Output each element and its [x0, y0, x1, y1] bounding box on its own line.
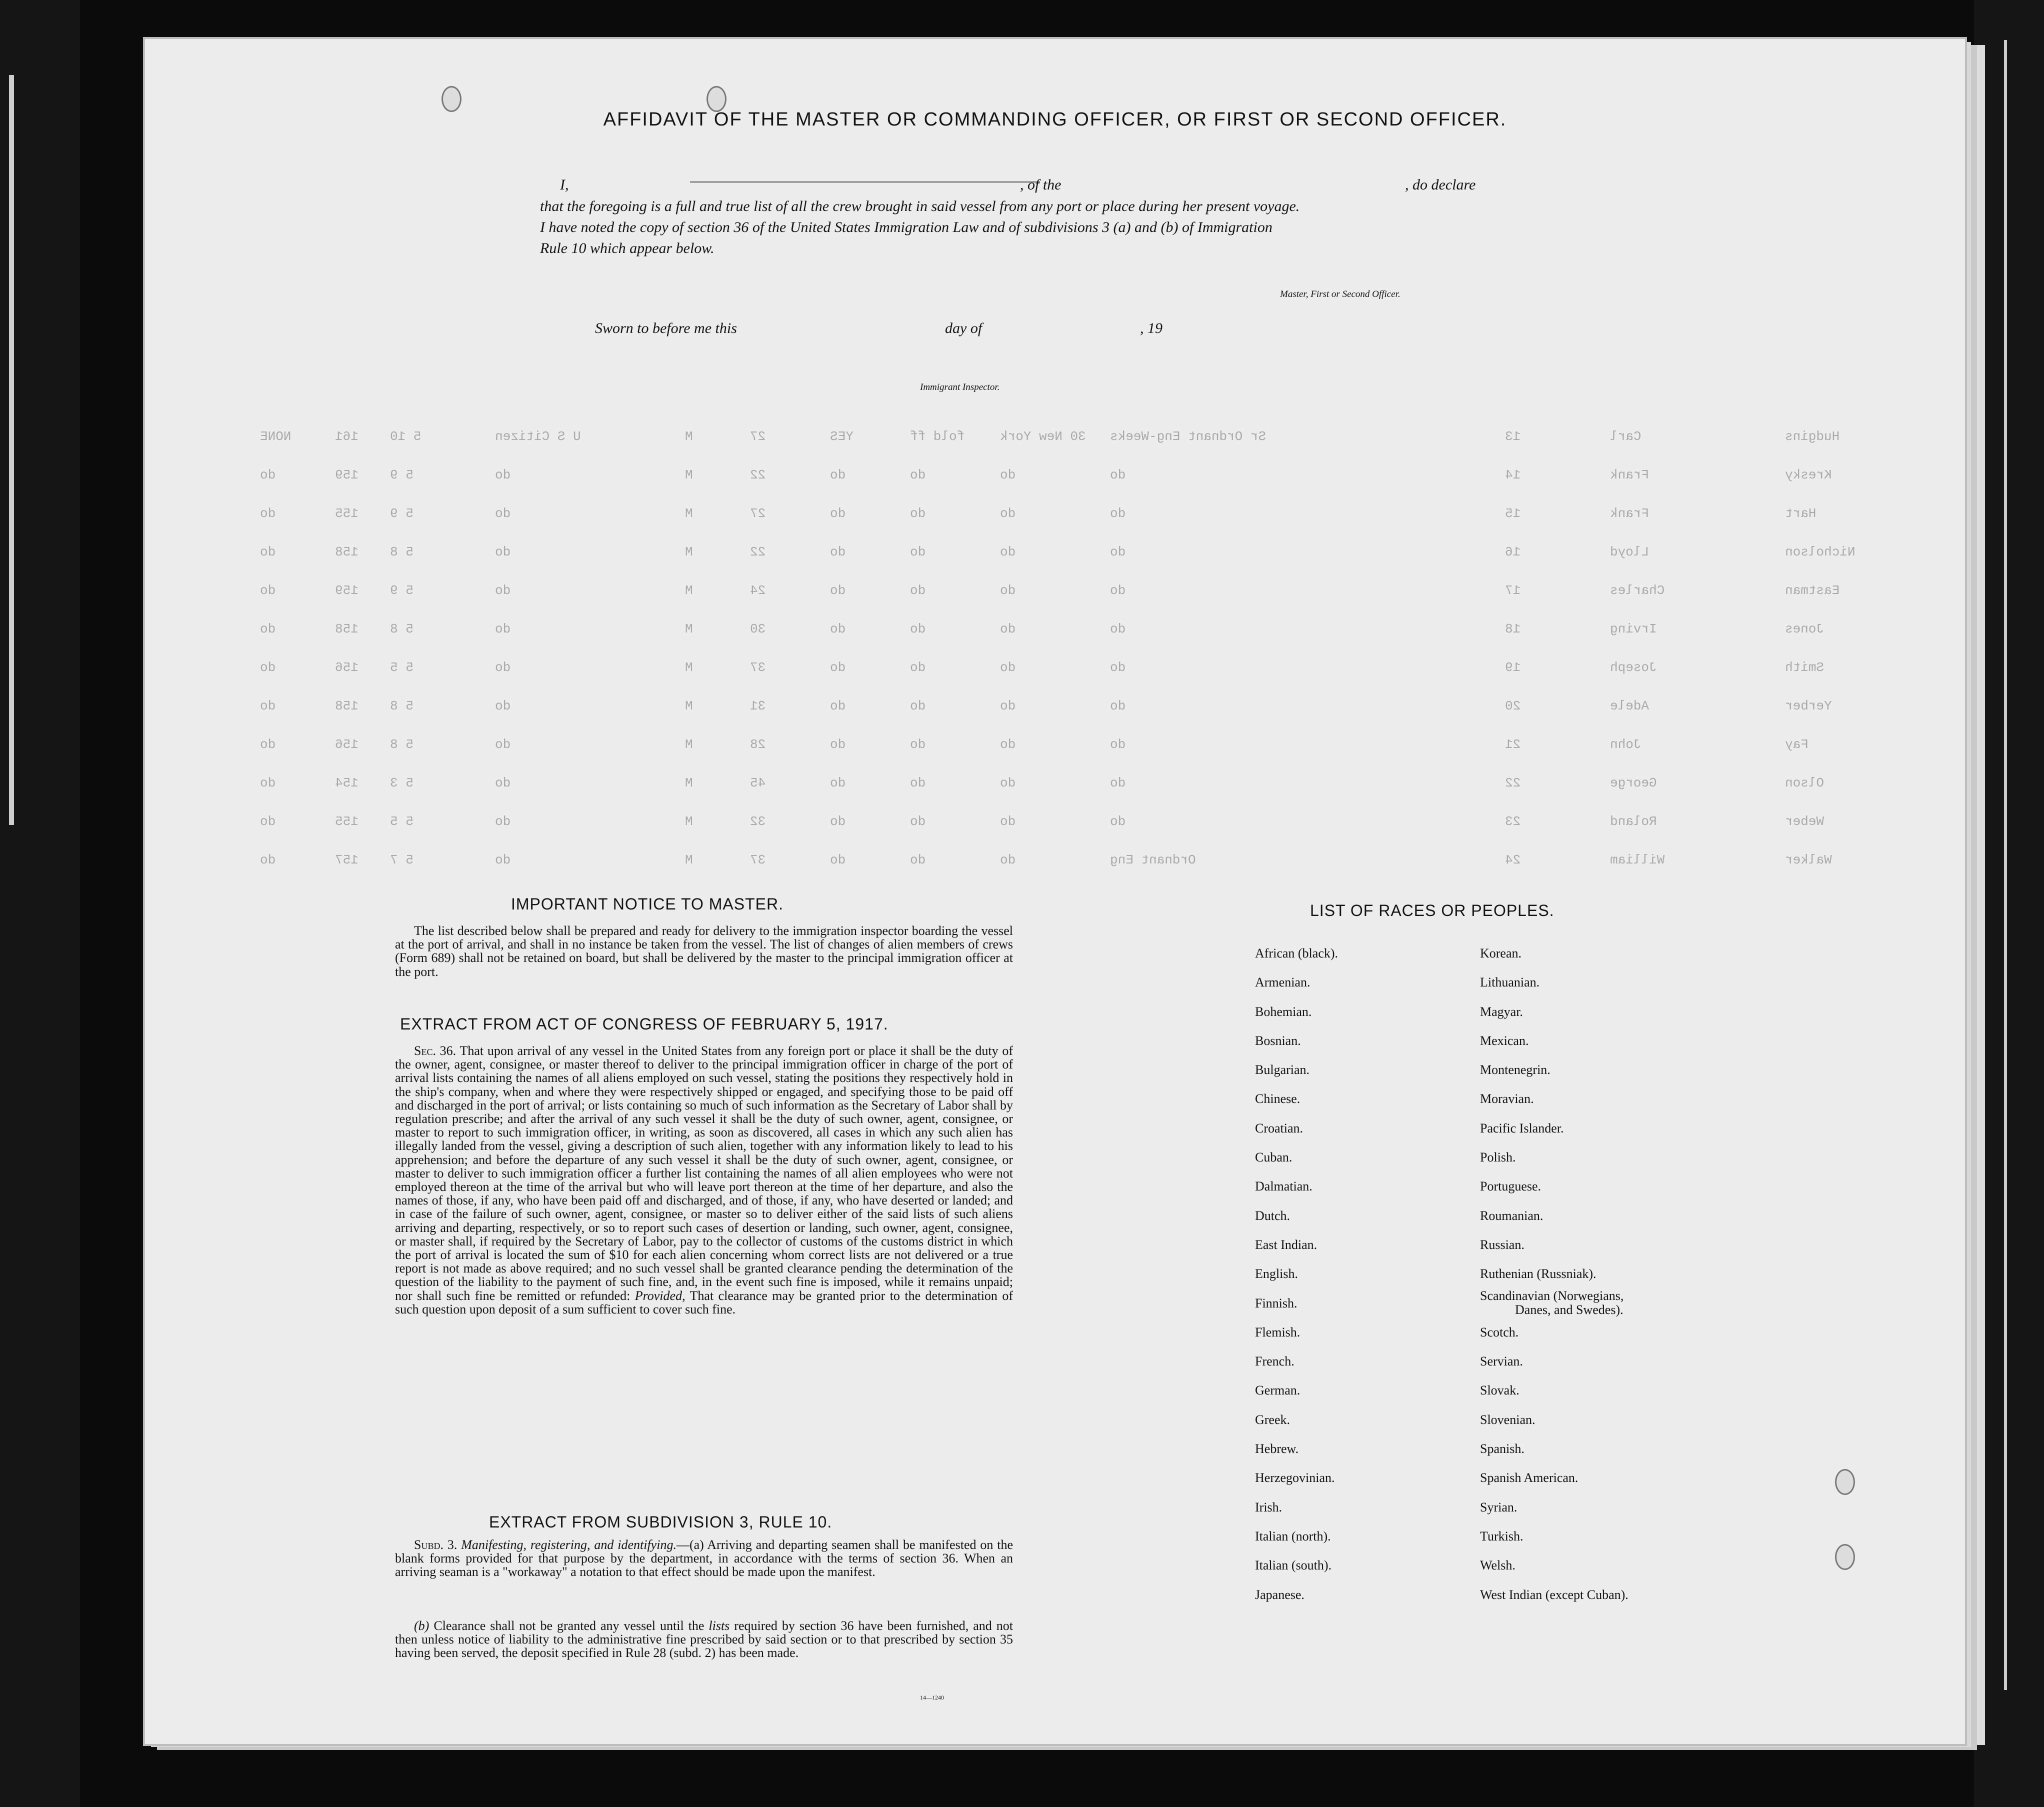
rule-subd-title: Manifesting, registering, and identifying.	[461, 1538, 676, 1552]
ghost-cell-sex: M	[685, 660, 693, 675]
ghost-cell-rate: do	[1110, 468, 1126, 482]
ghost-cell-rate: do	[1110, 660, 1126, 675]
film-sprocket	[9, 75, 14, 825]
ghost-cell-surname: Hudgins	[1785, 429, 1840, 444]
ghost-cell-ht: 5 8	[390, 737, 414, 752]
sworn-day-of: day of	[945, 320, 982, 336]
ghost-cell-yes: do	[830, 583, 846, 598]
ghost-cell-rate: do	[1110, 814, 1126, 829]
race-item: German.	[1255, 1383, 1300, 1398]
ghost-cell-ht: 5 8	[390, 622, 414, 636]
ghost-row	[260, 583, 1890, 603]
race-item: West Indian (except Cuban).	[1480, 1587, 1628, 1602]
ghost-cell-given: Irving	[1610, 622, 1657, 636]
race-item: Slovenian.	[1480, 1412, 1536, 1427]
race-item: Slovak.	[1480, 1383, 1520, 1398]
ghost-cell-ht: 5 9	[390, 506, 414, 521]
ghost-cell-port: do	[1000, 698, 1016, 714]
race-item: Portuguese.	[1480, 1179, 1542, 1194]
ghost-cell-rate: Ordnant Eng	[1110, 852, 1196, 868]
race-item: Moravian.	[1480, 1092, 1534, 1106]
race-item: Mexican.	[1480, 1033, 1529, 1048]
ghost-cell-surname: Walker	[1785, 852, 1832, 868]
ghost-row	[260, 852, 1890, 872]
ghost-cell-date: do	[910, 776, 926, 790]
ghost-cell-wt: 159	[335, 468, 358, 482]
ghost-row	[260, 429, 1890, 449]
ghost-cell-port: do	[1000, 544, 1016, 560]
ghost-cell-wt: 155	[335, 814, 358, 829]
ghost-cell-sex: M	[685, 852, 693, 868]
ghost-cell-wt: 156	[335, 660, 358, 675]
ghost-cell-port: do	[1000, 814, 1016, 829]
ghost-cell-yes: do	[830, 660, 846, 675]
decl-line-4: Rule 10 which appear below.	[540, 240, 714, 256]
sworn-text: Sworn to before me this	[595, 320, 737, 336]
ghost-cell-mark: do	[260, 468, 276, 482]
race-item: Ruthenian (Russniak).	[1480, 1266, 1596, 1282]
punch-hole	[1835, 1469, 1855, 1495]
notice-heading: IMPORTANT NOTICE TO MASTER.	[511, 895, 784, 913]
ghost-cell-mark: do	[260, 660, 276, 675]
ghost-cell-given: Adele	[1610, 698, 1650, 714]
punch-hole	[442, 86, 462, 112]
race-item: Greek.	[1255, 1412, 1290, 1427]
ghost-row	[260, 622, 1890, 642]
race-item: English.	[1255, 1266, 1298, 1282]
ghost-cell-given: John	[1610, 737, 1642, 752]
rule-a-text: —(a) Arriving and departing seamen shall be manifested on the blank forms provided for that purpose by the department, in accordance with the terms of section 36. When an arriving seaman is a "workaway" a notation to that effect should be made upon the manifest.	[395, 1538, 1014, 1580]
ghost-cell-ht: 5 8	[390, 544, 414, 560]
ghost-cell-age: 30	[750, 622, 766, 636]
ghost-cell-rate: do	[1110, 698, 1126, 714]
ghost-cell-wt: 158	[335, 622, 358, 636]
ghost-cell-date: fold ff	[910, 429, 965, 444]
ghost-cell-date: do	[910, 660, 926, 675]
race-item: Japanese.	[1255, 1587, 1304, 1602]
race-item: Scotch.	[1480, 1324, 1519, 1340]
ghost-row	[260, 660, 1890, 680]
ghost-cell-wt: 157	[335, 852, 358, 868]
race-item: Montenegrin.	[1480, 1062, 1550, 1078]
ghost-cell-port: do	[1000, 776, 1016, 790]
race-item: Russian.	[1480, 1237, 1524, 1252]
ghost-cell-surname: Weber	[1785, 814, 1824, 829]
races-column-2	[1480, 939, 1628, 1610]
ghost-cell-sex: M	[685, 544, 693, 560]
ghost-cell-given: George	[1610, 776, 1657, 790]
ghost-cell-sex: M	[685, 506, 693, 521]
ghost-cell-rate: do	[1110, 544, 1126, 560]
ghost-cell-no: 15	[1505, 506, 1521, 521]
ghost-cell-ht: 5 5	[390, 814, 414, 829]
ghost-cell-age: 32	[750, 814, 766, 829]
ghost-cell-wt: 155	[335, 506, 358, 521]
race-item-continuation: Danes, and Swedes).	[1515, 1302, 1624, 1317]
ghost-cell-mark: do	[260, 622, 276, 636]
rule-b-text-2: required by section 36 have been furnished, and not then unless notice of liability to the administrative fine prescribed by said section or to that prescribed by section 35 having been served, the deposit specified in Rule 28 (subd. 2) has been made.	[395, 1618, 1014, 1660]
ghost-cell-ht: 5 10	[390, 429, 422, 444]
ghost-cell-no: 14	[1505, 468, 1521, 482]
ghost-cell-age: 27	[750, 506, 766, 521]
ghost-cell-nat: do	[495, 622, 511, 636]
ghost-cell-date: do	[910, 622, 926, 636]
ghost-cell-no: 16	[1505, 544, 1521, 560]
act-text: That upon arrival of any vessel in the United States from any foreign port or place it shall be the duty of the owner, agent, consignee, or master thereof to deliver to the principal immigration officer in charge of the port of arrival lists containing the names of all aliens employed on such vessel, stating the positions they respectively hold in the ship's company, when and where they were respectively shipped or engaged, and specifying those to be paid off and discharged in the port of arrival; or lists containing so much of such information as the Secretary of Labor shall by regulation prescribe; and after the arrival of any such vessel it shall be the duty of such owner, agent, consignee, or master to report to such immigration officer, in writing, as soon as discovered, all cases in which any such alien has illegally landed from the vessel, giving a description of such alien, together with any information likely to lead to his apprehension; and before the departure of any such vessel it shall be the duty of such owner, agent, consignee, or master to deliver to such immigration officer a further list containing the names of all alien employees who were not employed thereon at the time of the arrival but who will leave port thereon at the time of her departure, and also the names of those, if any, who have been paid off and discharged, and of those, if any, who have deserted or landed; and in case of the failure of such owner, agent, consignee, or master so to deliver either of the said lists of such aliens arriving and departing, respectively, or so to report such cases of desertion or landing, such owner, agent, consignee, or master shall, if required by the Secretary of Labor, pay to the collector of customs of the customs district in which the port of arrival is located the sum of $10 for each alien concerning whom correct lists are not delivered or a true report is not made as above required; and no such vessel shall be granted clearance pending the determination of the question of the liability to the payment of such fine, and, in the event such fine is imposed, while it remains unpaid; nor shall such fine be remitted or refunded:	[395, 1044, 1013, 1303]
race-item: Finnish.	[1255, 1296, 1298, 1310]
ghost-cell-port: do	[1000, 737, 1016, 752]
race-item: Welsh.	[1480, 1558, 1516, 1573]
race-item: Servian.	[1480, 1354, 1523, 1369]
ghost-cell-ht: 5 7	[390, 852, 414, 868]
ghost-cell-mark: do	[260, 583, 276, 598]
ghost-row	[260, 468, 1890, 488]
ghost-cell-age: 22	[750, 468, 766, 482]
ghost-cell-no: 13	[1505, 429, 1521, 444]
ghost-cell-wt: 158	[335, 544, 358, 560]
race-item: Armenian.	[1255, 975, 1310, 990]
ghost-cell-nat: do	[495, 776, 511, 790]
act-heading: EXTRACT FROM ACT OF CONGRESS OF FEBRUARY 5, 1917.	[400, 1015, 888, 1033]
ghost-cell-rate: do	[1110, 506, 1126, 521]
ghost-cell-sex: M	[685, 814, 693, 829]
ghost-cell-mark: do	[260, 814, 276, 829]
race-item: Dalmatian.	[1255, 1179, 1312, 1194]
ghost-cell-age: 31	[750, 698, 766, 714]
act-section-label: Sec. 36.	[414, 1044, 456, 1058]
master-signature-label: Master, First or Second Officer.	[1280, 289, 1400, 300]
punch-hole	[1835, 1544, 1855, 1570]
rule-b-lists: lists	[708, 1618, 730, 1633]
affidavit-title: AFFIDAVIT OF THE MASTER OR COMMANDING OFFICER, OR FIRST OR SECOND OFFICER.	[603, 109, 1507, 130]
ghost-cell-rate: do	[1110, 622, 1126, 636]
ghost-cell-no: 21	[1505, 737, 1521, 752]
film-edge-left	[0, 0, 80, 1807]
ghost-cell-nat: do	[495, 583, 511, 598]
ghost-cell-mark: do	[260, 852, 276, 868]
race-item: Dutch.	[1255, 1208, 1290, 1223]
race-item: Magyar.	[1480, 1004, 1523, 1019]
rule-subd-label: Subd. 3.	[414, 1538, 458, 1552]
ghost-cell-no: 18	[1505, 622, 1521, 636]
ghost-cell-date: do	[910, 737, 926, 752]
rule-heading: EXTRACT FROM SUBDIVISION 3, RULE 10.	[489, 1513, 832, 1531]
ghost-cell-mark: do	[260, 544, 276, 560]
ghost-cell-given: William	[1610, 852, 1665, 868]
ghost-cell-port: do	[1000, 506, 1016, 521]
ghost-cell-date: do	[910, 544, 926, 560]
race-item: French.	[1255, 1354, 1294, 1369]
ghost-cell-age: 24	[750, 583, 766, 598]
ghost-cell-sex: M	[685, 698, 693, 714]
ghost-cell-port: do	[1000, 660, 1016, 675]
race-item: Bohemian.	[1255, 1004, 1312, 1019]
ghost-cell-wt: 156	[335, 737, 358, 752]
ghost-cell-rate: do	[1110, 776, 1126, 790]
ghost-cell-given: Lloyd	[1610, 544, 1650, 560]
ghost-cell-sex: M	[685, 468, 693, 482]
ghost-cell-mark: NONE	[260, 429, 292, 444]
race-item: Irish.	[1255, 1500, 1282, 1514]
ghost-cell-nat: do	[495, 544, 511, 560]
ghost-cell-nat: U S Citizen	[495, 429, 581, 444]
races-column-1	[1255, 939, 1338, 1610]
ghost-row	[260, 814, 1890, 834]
ghost-cell-yes: do	[830, 852, 846, 868]
ghost-cell-mark: do	[260, 698, 276, 714]
ghost-cell-given: Frank	[1610, 468, 1650, 482]
act-body	[395, 1044, 1013, 1316]
ghost-cell-no: 23	[1505, 814, 1521, 829]
rule-b-text-1: Clearance shall not be granted any vessel until the	[434, 1618, 704, 1633]
ghost-cell-ht: 5 3	[390, 776, 414, 790]
ghost-cell-surname: Nicholson	[1785, 544, 1856, 560]
ghost-cell-ht: 5 9	[390, 468, 414, 482]
ghost-cell-ht: 5 5	[390, 660, 414, 675]
ghost-cell-given: Roland	[1610, 814, 1657, 829]
ghost-cell-nat: do	[495, 698, 511, 714]
ghost-cell-yes: do	[830, 698, 846, 714]
ghost-cell-yes: do	[830, 776, 846, 790]
ghost-cell-age: 45	[750, 776, 766, 790]
act-provided: Provided,	[634, 1288, 686, 1303]
ghost-cell-date: do	[910, 852, 926, 868]
ghost-cell-no: 24	[1505, 852, 1521, 868]
ghost-cell-surname: Jones	[1785, 622, 1824, 636]
ghost-cell-yes: do	[830, 737, 846, 752]
decl-line-3: I have noted the copy of section 36 of the United States Immigration Law and of subdivisions 3 (a) and (b) of Immigration	[540, 219, 1272, 236]
ghost-cell-date: do	[910, 814, 926, 829]
decl-of-the: , of the	[1020, 176, 1062, 193]
race-item: Turkish.	[1480, 1528, 1524, 1544]
notice-body: The list described below shall be prepared and ready for delivery to the immigration inspector boarding the vessel at the port of arrival, and shall in no instance be taken from the vessel. The list of changes of alien members of crews (Form 689) shall not be retained on board, but shall be delivered by the master to the principal immigration officer at the port.	[395, 924, 1013, 979]
ghost-cell-port: 30 New York	[1000, 429, 1086, 444]
race-item: Syrian.	[1480, 1500, 1518, 1514]
race-item: Cuban.	[1255, 1150, 1292, 1165]
decl-i: I,	[560, 176, 569, 193]
ghost-cell-yes: YES	[830, 429, 854, 444]
ghost-cell-nat: do	[495, 468, 511, 482]
ghost-cell-port: do	[1000, 622, 1016, 636]
ghost-cell-sex: M	[685, 429, 693, 444]
ghost-cell-sex: M	[685, 776, 693, 790]
ghost-cell-yes: do	[830, 814, 846, 829]
rule-subd-a	[395, 1538, 1013, 1579]
ghost-cell-yes: do	[830, 468, 846, 482]
ghost-cell-yes: do	[830, 506, 846, 521]
ghost-row	[260, 737, 1890, 757]
ghost-row	[260, 776, 1890, 796]
race-item: Scandinavian (Norwegians, Danes, and Swedes).	[1480, 1289, 1628, 1318]
ghost-cell-port: do	[1000, 852, 1016, 868]
ghost-cell-rate: do	[1110, 737, 1126, 752]
ghost-cell-date: do	[910, 698, 926, 714]
decl-do-declare: , do declare	[1405, 176, 1476, 193]
ghost-cell-date: do	[910, 468, 926, 482]
ghost-cell-nat: do	[495, 737, 511, 752]
ghost-cell-surname: Smith	[1785, 660, 1824, 675]
ghost-cell-age: 37	[750, 660, 766, 675]
ghost-cell-given: Carl	[1610, 429, 1642, 444]
rule-subd-b	[395, 1619, 1013, 1660]
race-item: Bulgarian.	[1255, 1062, 1310, 1078]
ghost-cell-nat: do	[495, 506, 511, 521]
inspector-label: Immigrant Inspector.	[920, 382, 1000, 392]
races-heading: LIST OF RACES OR PEOPLES.	[1310, 902, 1554, 920]
ghost-cell-no: 22	[1505, 776, 1521, 790]
ghost-cell-mark: do	[260, 737, 276, 752]
ghost-row	[260, 698, 1890, 718]
race-item: Chinese.	[1255, 1092, 1300, 1106]
race-item: Spanish American.	[1480, 1470, 1578, 1486]
ghost-cell-surname: Yerber	[1785, 698, 1832, 714]
rule-b-label: (b)	[414, 1618, 430, 1633]
race-item: East Indian.	[1255, 1237, 1318, 1252]
race-item: Pacific Islander.	[1480, 1120, 1564, 1136]
form-number: 14—1240	[920, 1694, 944, 1701]
ghost-cell-port: do	[1000, 583, 1016, 598]
race-item: Korean.	[1480, 946, 1522, 960]
race-item: Lithuanian.	[1480, 975, 1540, 990]
ghost-cell-wt: 158	[335, 698, 358, 714]
ghost-cell-nat: do	[495, 852, 511, 868]
ghost-cell-ht: 5 8	[390, 698, 414, 714]
sworn-year: , 19	[1140, 320, 1162, 336]
race-item: Italian (south).	[1255, 1558, 1332, 1573]
race-item: Roumanian.	[1480, 1208, 1544, 1223]
race-item: Flemish.	[1255, 1324, 1300, 1340]
ghost-cell-surname: Fay	[1785, 737, 1808, 752]
ghost-cell-given: Frank	[1610, 506, 1650, 521]
ghost-cell-surname: Kresky	[1785, 468, 1832, 482]
ghost-cell-yes: do	[830, 544, 846, 560]
ghost-cell-age: 28	[750, 737, 766, 752]
ghost-cell-age: 27	[750, 429, 766, 444]
ghost-cell-no: 20	[1505, 698, 1521, 714]
ghost-cell-surname: Eastman	[1785, 583, 1840, 598]
ghost-cell-no: 17	[1505, 583, 1521, 598]
race-item: Polish.	[1480, 1150, 1516, 1165]
decl-line-2: that the foregoing is a full and true list of all the crew brought in said vessel from any port or place during her present voyage.	[540, 198, 1300, 214]
ghost-row	[260, 506, 1890, 526]
ghost-row	[260, 544, 1890, 564]
ghost-cell-wt: 159	[335, 583, 358, 598]
race-item: African (black).	[1255, 946, 1338, 960]
race-item: Hebrew.	[1255, 1442, 1299, 1456]
ghost-cell-rate: Sr Ordnant Eng-Weeks	[1110, 429, 1266, 444]
ghost-cell-mark: do	[260, 776, 276, 790]
film-sprocket	[2004, 40, 2007, 1690]
manifest-page	[145, 39, 1965, 1744]
punch-hole	[706, 86, 726, 112]
ghost-cell-surname: Hart	[1785, 506, 1816, 521]
ghost-cell-sex: M	[685, 622, 693, 636]
ghost-cell-port: do	[1000, 468, 1016, 482]
race-item: Spanish.	[1480, 1442, 1524, 1456]
ghost-cell-rate: do	[1110, 583, 1126, 598]
ghost-cell-surname: Olson	[1785, 776, 1824, 790]
ghost-cell-nat: do	[495, 660, 511, 675]
ghost-cell-no: 19	[1505, 660, 1521, 675]
ghost-cell-wt: 161	[335, 429, 358, 444]
ghost-cell-yes: do	[830, 622, 846, 636]
race-item: Herzegovinian.	[1255, 1470, 1335, 1486]
ghost-cell-age: 37	[750, 852, 766, 868]
race-item: Bosnian.	[1255, 1033, 1301, 1048]
ghost-cell-mark: do	[260, 506, 276, 521]
ghost-cell-age: 22	[750, 544, 766, 560]
ghost-cell-given: Charles	[1610, 583, 1665, 598]
race-item: Croatian.	[1255, 1120, 1304, 1136]
ghost-cell-sex: M	[685, 583, 693, 598]
act-text-end: That clearance may be granted prior to the determination of such question upon deposit of a sum sufficient to cover such fine.	[395, 1288, 1014, 1316]
ghost-cell-nat: do	[495, 814, 511, 829]
ghost-cell-given: Joseph	[1610, 660, 1657, 675]
ghost-cell-wt: 154	[335, 776, 358, 790]
ghost-cell-ht: 5 9	[390, 583, 414, 598]
race-item: Italian (north).	[1255, 1528, 1331, 1544]
ghost-cell-date: do	[910, 583, 926, 598]
ghost-cell-date: do	[910, 506, 926, 521]
ghost-cell-sex: M	[685, 737, 693, 752]
